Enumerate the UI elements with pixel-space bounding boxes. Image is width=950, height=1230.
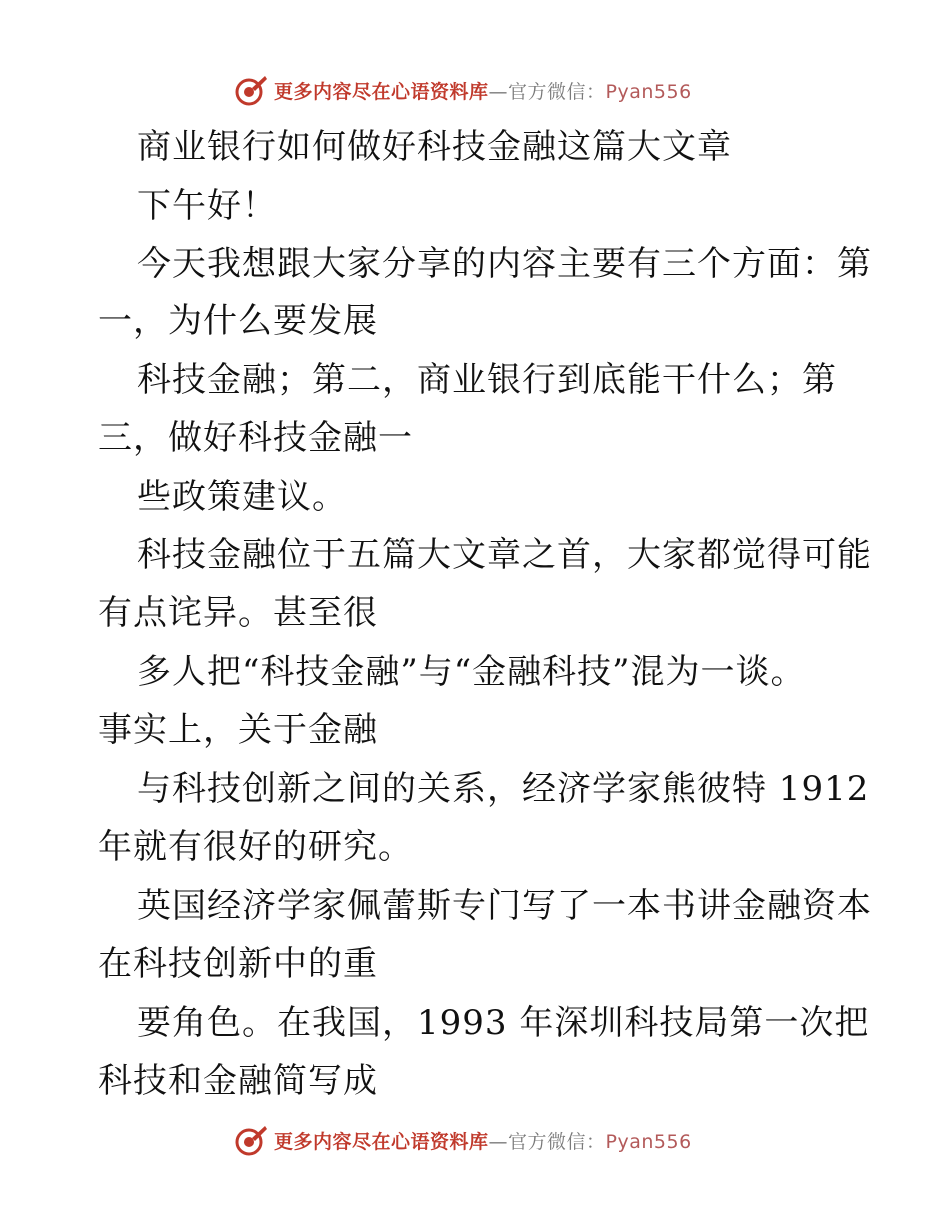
paragraph-line: 科技金融位于五篇大文章之首，大家都觉得可能: [137, 535, 872, 575]
paragraph-line: 科技和金融简写成: [98, 1061, 378, 1101]
pen-logo-icon: [234, 1123, 268, 1157]
watermark-prefix: 更多内容尽在心语资料库: [274, 1130, 489, 1153]
document-title: 商业银行如何做好科技金融这篇大文章: [137, 127, 732, 167]
paragraph-line: 有点诧异。甚至很: [98, 593, 378, 633]
paragraph-line: 今天我想跟大家分享的内容主要有三个方面：第: [137, 244, 872, 284]
paragraph-line: 一，为什么要发展: [98, 301, 378, 341]
watermark-dash: —: [488, 80, 509, 103]
footer-watermark: [234, 1123, 692, 1157]
watermark-prefix: 更多内容尽在心语资料库: [274, 80, 489, 103]
watermark-account: Pyan556: [605, 1130, 692, 1153]
paragraph-line: 事实上，关于金融: [98, 710, 378, 750]
watermark-text: [274, 1127, 692, 1154]
paragraph-line: 些政策建议。: [137, 477, 347, 517]
watermark-dash: —: [488, 1130, 509, 1153]
paragraph-line: 在科技创新中的重: [98, 944, 378, 984]
paragraph-line: 科技金融；第二，商业银行到底能干什么；第: [137, 360, 837, 400]
watermark-account: Pyan556: [605, 80, 692, 103]
paragraph-line: 要角色。在我国，1993 年深圳科技局第一次把: [137, 1003, 870, 1043]
paragraph-line: 三，做好科技金融一: [98, 418, 413, 458]
paragraph-line: 英国经济学家佩蕾斯专门写了一本书讲金融资本: [137, 886, 872, 926]
watermark-label: 官方微信：: [508, 80, 606, 103]
paragraph-line: 年就有很好的研究。: [98, 827, 413, 867]
paragraph-line: 多人把“科技金融”与“金融科技”混为一谈。: [137, 652, 806, 692]
watermark-label: 官方微信：: [508, 1130, 606, 1153]
paragraph-line: 下午好！: [137, 186, 277, 226]
paragraph-line: 与科技创新之间的关系，经济学家熊彼特 1912: [137, 769, 870, 809]
